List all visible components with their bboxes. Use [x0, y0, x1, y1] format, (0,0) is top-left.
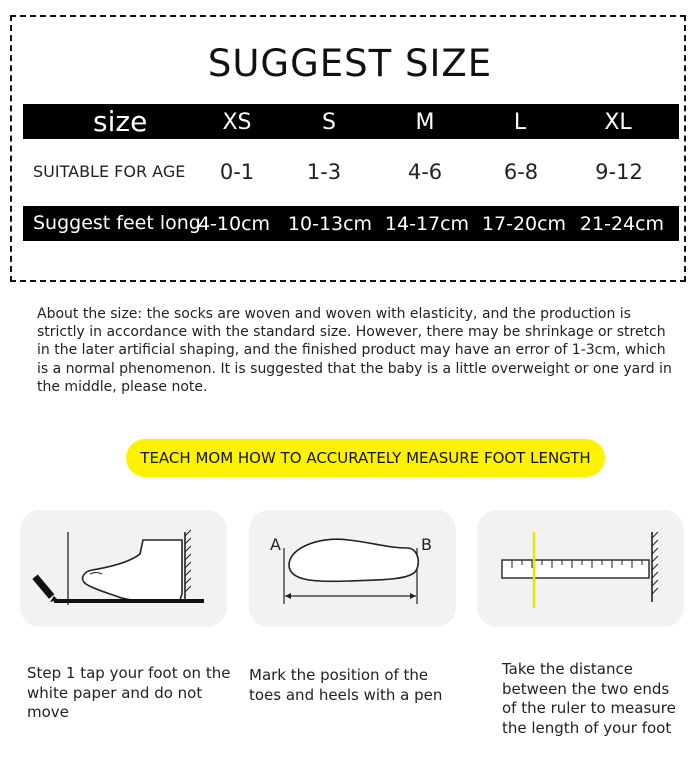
feet-l: 17-20cm: [481, 213, 567, 235]
size-xl: XL: [604, 110, 632, 135]
foot-on-paper-icon: [20, 510, 227, 627]
size-header-label: size: [93, 105, 148, 138]
step-3-card: [477, 510, 684, 627]
step-2-card: [249, 510, 456, 627]
size-note-paragraph: About the size: the socks are woven and woven with elasticity, and the production is strictly in accordance with the standard size. However, there may be shrinkage or stretch in the later artificial shaping, and the finished product may have an error of 1-3cm, which is a normal phenomenon. It is suggested that the baby is a little overweight or one yard in the middle, please note.: [37, 306, 672, 395]
age-xs: 0-1: [219, 160, 255, 184]
point-b-label: B: [421, 535, 432, 554]
feet-xs: 4-10cm: [197, 213, 271, 235]
ruler-measure-icon: [477, 510, 684, 627]
page-title: SUGGEST SIZE: [207, 42, 493, 85]
age-l: 6-8: [503, 160, 539, 184]
footprint-outline-icon: [249, 510, 456, 627]
age-row-label: SUITABLE FOR AGE: [33, 162, 186, 181]
size-xs: XS: [222, 110, 252, 135]
size-m: M: [415, 110, 435, 135]
step-1-card: [20, 510, 227, 627]
size-header-row: [23, 104, 679, 139]
feet-m: 14-17cm: [384, 213, 470, 235]
feet-s: 10-13cm: [287, 213, 373, 235]
age-s: 1-3: [306, 160, 342, 184]
age-xl: 9-12: [595, 160, 643, 184]
step-1-text: Step 1 tap your foot on the white paper and do not move: [27, 664, 231, 721]
step-2-text: Mark the position of the toes and heels with a pen: [249, 666, 443, 704]
age-m: 4-6: [407, 160, 443, 184]
feet-length-row: [23, 206, 679, 241]
point-a-label: A: [270, 535, 281, 554]
size-l: L: [513, 110, 527, 135]
step-3-text: Take the distance between the two ends of the ruler to measure the length of your foot: [502, 660, 676, 737]
size-s: S: [322, 110, 336, 135]
feet-row-label: Suggest feet long: [33, 212, 201, 234]
measure-guide-banner: TEACH MOM HOW TO ACCURATELY MEASURE FOOT LENGTH: [126, 439, 605, 477]
feet-xl: 21-24cm: [579, 213, 665, 235]
